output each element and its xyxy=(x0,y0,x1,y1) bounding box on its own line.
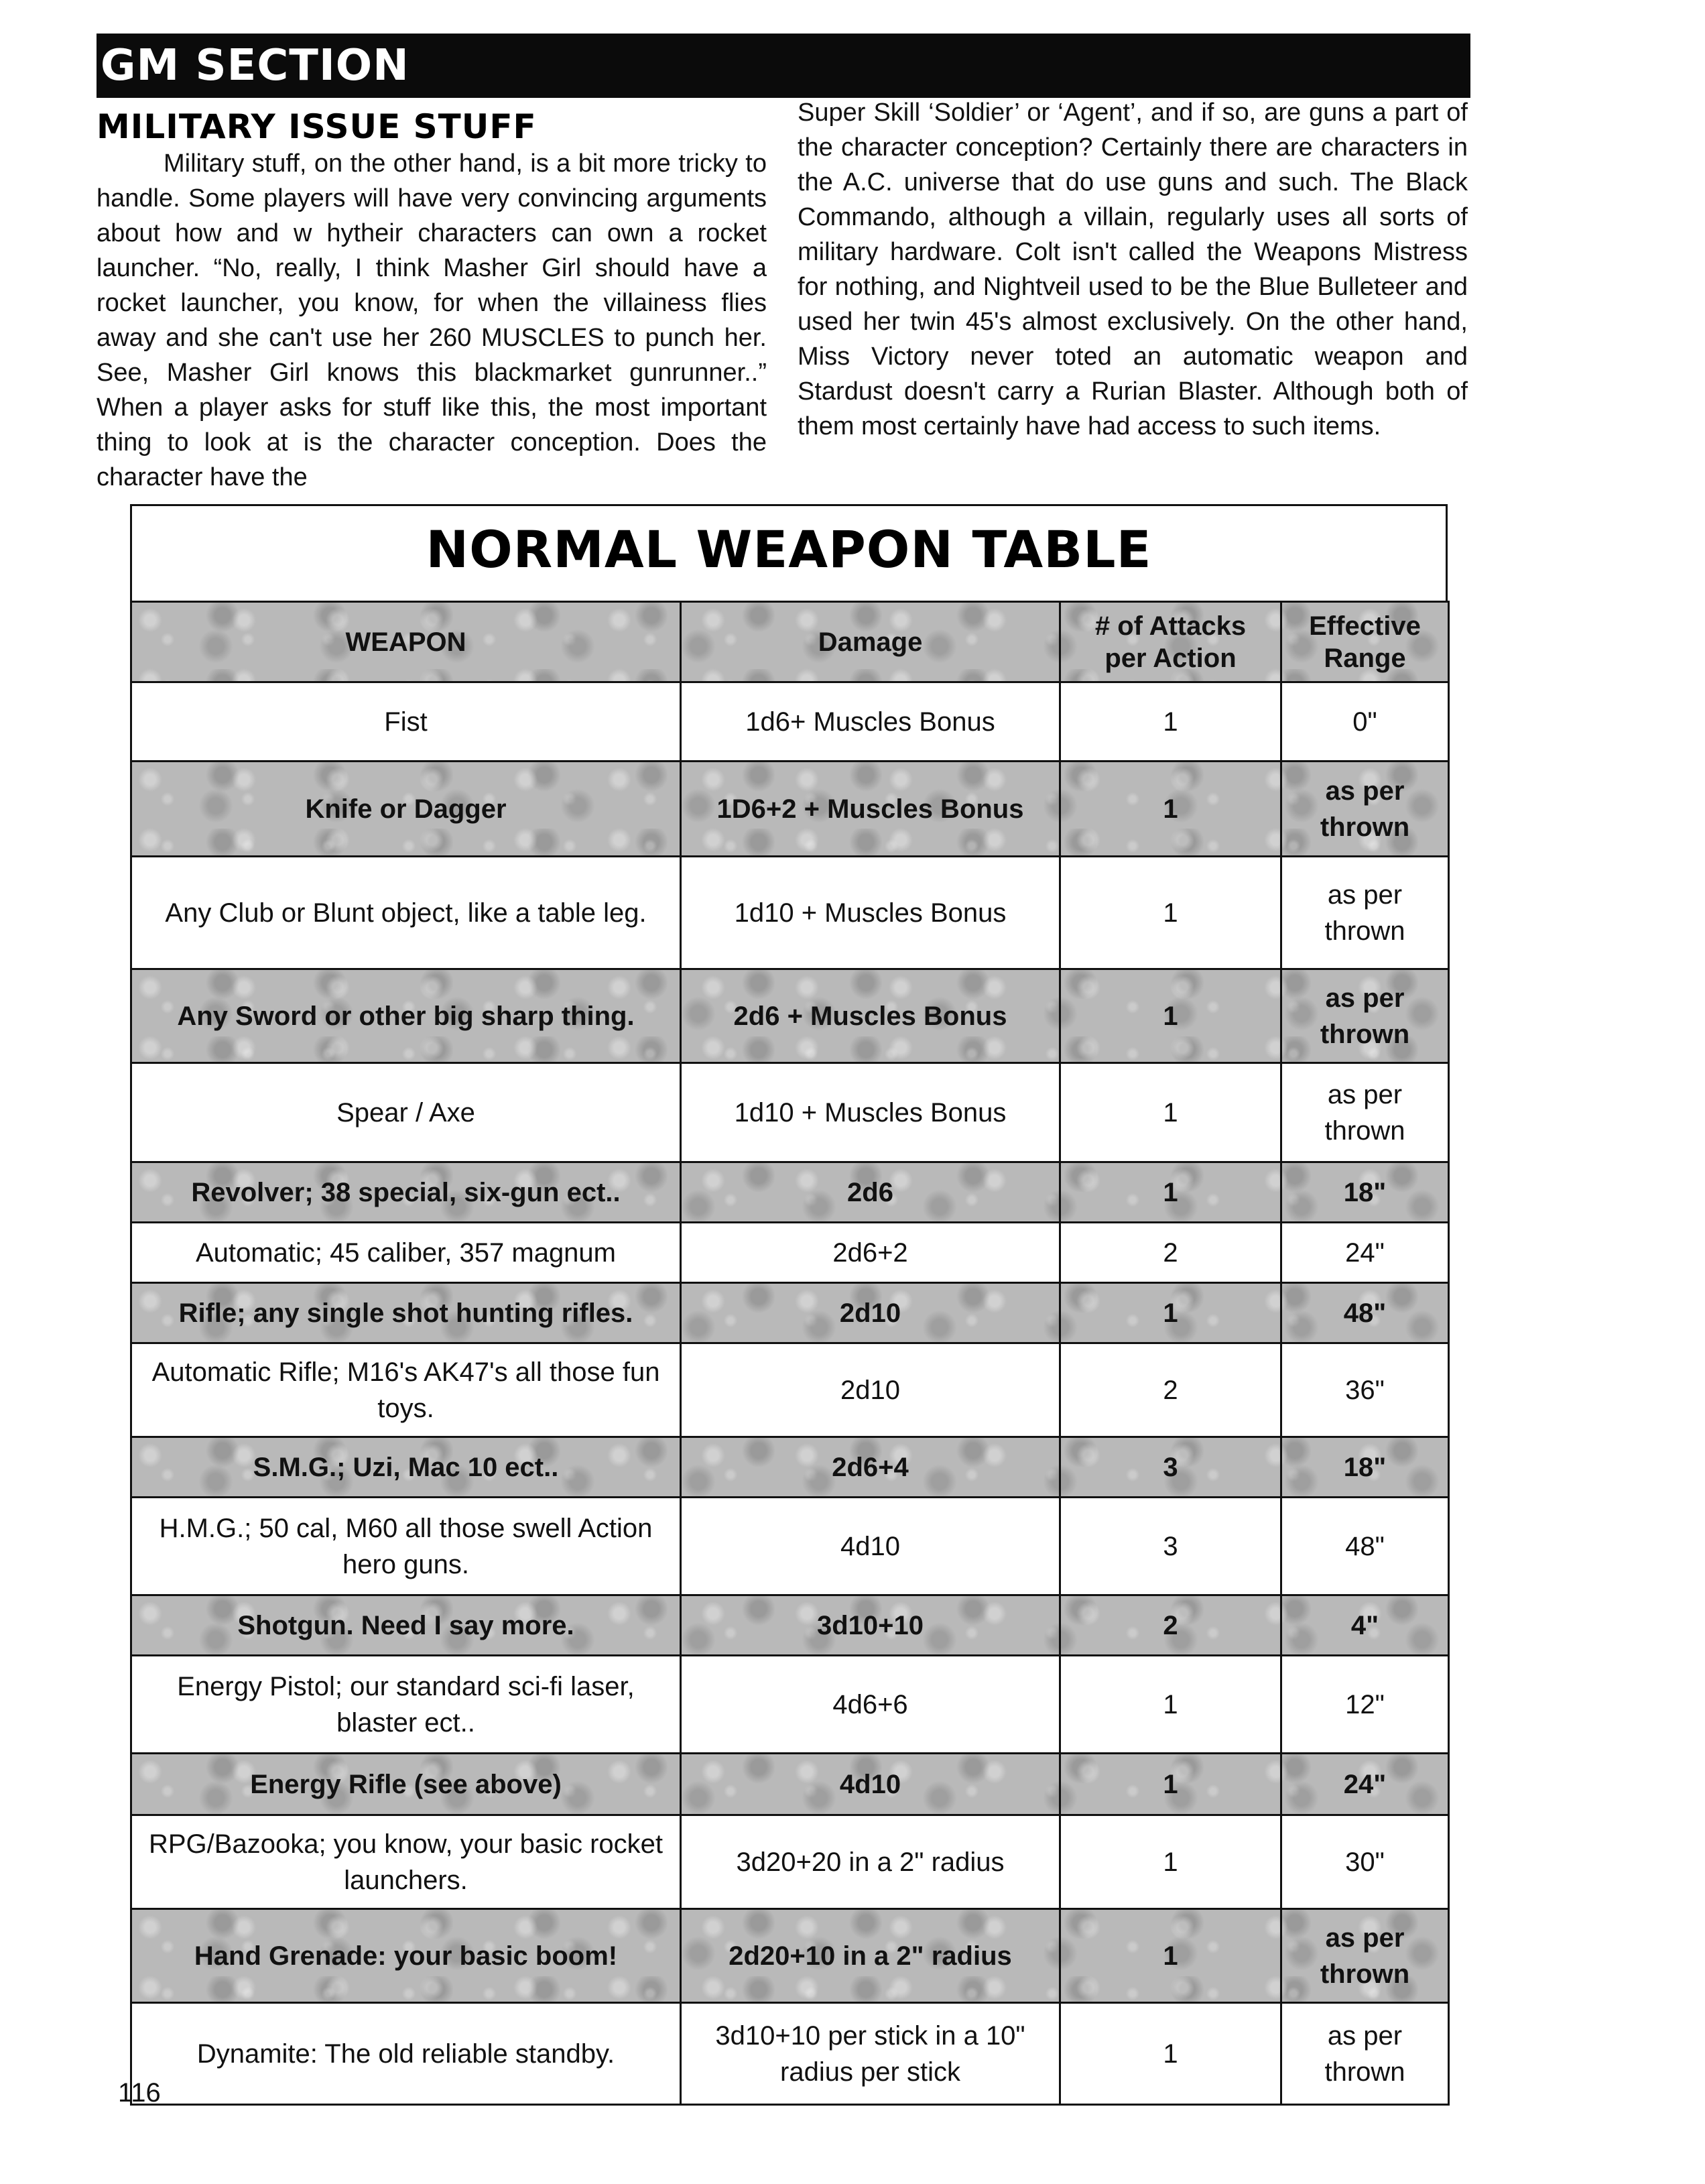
damage-cell: 1d10 + Muscles Bonus xyxy=(681,857,1060,969)
range-cell: as per thrown xyxy=(1281,1063,1449,1162)
damage-cell: 2d20+10 in a 2" radius xyxy=(681,1909,1060,2003)
damage-cell: 1d6+ Muscles Bonus xyxy=(681,682,1060,762)
table-row xyxy=(131,1498,1449,1595)
table-row xyxy=(131,1754,1449,1815)
table-row xyxy=(131,857,1449,969)
table-row xyxy=(131,2003,1449,2105)
weapon-cell: Energy Pistol; our standard sci-fi laser, blaster ect.. xyxy=(131,1656,681,1754)
attacks-cell: 2 xyxy=(1060,1595,1281,1656)
damage-cell: 2d6 + Muscles Bonus xyxy=(681,969,1060,1063)
page-number: 116 xyxy=(118,2078,161,2108)
range-cell: as per thrown xyxy=(1281,969,1449,1063)
range-cell: as per thrown xyxy=(1281,2003,1449,2105)
attacks-cell: 1 xyxy=(1060,1656,1281,1754)
weapon-cell: Rifle; any single shot hunting rifles. xyxy=(131,1283,681,1343)
weapon-cell: Automatic; 45 caliber, 357 magnum xyxy=(131,1223,681,1283)
range-cell: 48" xyxy=(1281,1283,1449,1343)
range-cell: as per thrown xyxy=(1281,857,1449,969)
header-range: Effective Range xyxy=(1281,602,1449,682)
table-row xyxy=(131,1437,1449,1498)
damage-cell: 3d10+10 xyxy=(681,1595,1060,1656)
weapon-table xyxy=(130,601,1450,2106)
weapon-cell: S.M.G.; Uzi, Mac 10 ect.. xyxy=(131,1437,681,1498)
table-title: NORMAL WEAPON TABLE xyxy=(426,520,1152,579)
table-row xyxy=(131,1283,1449,1343)
header-weapon: WEAPON xyxy=(131,602,681,682)
table-header-row xyxy=(131,602,1449,682)
table-row xyxy=(131,682,1449,762)
damage-cell: 2d6 xyxy=(681,1162,1060,1223)
range-cell: 48" xyxy=(1281,1498,1449,1595)
damage-cell: 4d10 xyxy=(681,1754,1060,1815)
attacks-cell: 1 xyxy=(1060,1754,1281,1815)
attacks-cell: 2 xyxy=(1060,1223,1281,1283)
attacks-cell: 1 xyxy=(1060,969,1281,1063)
range-cell: as per thrown xyxy=(1281,1909,1449,2003)
weapon-cell: H.M.G.; 50 cal, M60 all those swell Action hero guns. xyxy=(131,1498,681,1595)
attacks-cell: 1 xyxy=(1060,762,1281,857)
damage-cell: 2d10 xyxy=(681,1343,1060,1437)
range-cell: 36" xyxy=(1281,1343,1449,1437)
weapon-cell: Any Sword or other big sharp thing. xyxy=(131,969,681,1063)
weapon-cell: Knife or Dagger xyxy=(131,762,681,857)
weapon-cell: Hand Grenade: your basic boom! xyxy=(131,1909,681,2003)
range-cell: as per thrown xyxy=(1281,762,1449,857)
damage-cell: 4d6+6 xyxy=(681,1656,1060,1754)
attacks-cell: 1 xyxy=(1060,1815,1281,1909)
section-banner: GM SECTION xyxy=(97,34,1470,98)
table-row xyxy=(131,1162,1449,1223)
range-cell: 30" xyxy=(1281,1815,1449,1909)
attacks-cell: 1 xyxy=(1060,1283,1281,1343)
table-title-box xyxy=(130,504,1448,602)
table-row xyxy=(131,1343,1449,1437)
attacks-cell: 3 xyxy=(1060,1437,1281,1498)
range-cell: 24" xyxy=(1281,1754,1449,1815)
attacks-cell: 1 xyxy=(1060,682,1281,762)
damage-cell: 3d20+20 in a 2" radius xyxy=(681,1815,1060,1909)
paragraph-right: Super Skill ‘Soldier’ or ‘Agent’, and if so, are guns a part of the character conception? Certainly there are characters in the A.C. universe that do use guns and such. The Black Commando, although a villain, regularly uses all sorts of military hardware. Colt isn't called the Weapons Mistress for nothing, and Nightveil used to be the Blue Bulleteer and used her twin 45's almost exclusively. On the other hand, Miss Victory never toted an automatic weapon and Stardust doesn't carry a Rurian Blaster. Although both of them most certainly have had access to such items. xyxy=(798,99,1468,440)
table-row xyxy=(131,1909,1449,2003)
weapon-cell: Dynamite: The old reliable standby. xyxy=(131,2003,681,2105)
weapon-cell: Revolver; 38 special, six-gun ect.. xyxy=(131,1162,681,1223)
header-attacks: # of Attacks per Action xyxy=(1060,602,1281,682)
attacks-cell: 1 xyxy=(1060,1162,1281,1223)
table-row xyxy=(131,762,1449,857)
weapon-cell: Fist xyxy=(131,682,681,762)
damage-cell: 2d6+4 xyxy=(681,1437,1060,1498)
weapon-cell: Any Club or Blunt object, like a table leg. xyxy=(131,857,681,969)
range-cell: 18" xyxy=(1281,1437,1449,1498)
table-row xyxy=(131,969,1449,1063)
damage-cell: 4d10 xyxy=(681,1498,1060,1595)
range-cell: 4" xyxy=(1281,1595,1449,1656)
range-cell: 12" xyxy=(1281,1656,1449,1754)
damage-cell: 2d6+2 xyxy=(681,1223,1060,1283)
weapon-cell: Spear / Axe xyxy=(131,1063,681,1162)
attacks-cell: 1 xyxy=(1060,857,1281,969)
damage-cell: 3d10+10 per stick in a 10" radius per stick xyxy=(681,2003,1060,2105)
damage-cell: 1d10 + Muscles Bonus xyxy=(681,1063,1060,1162)
table-row xyxy=(131,1815,1449,1909)
attacks-cell: 1 xyxy=(1060,1909,1281,2003)
range-cell: 18" xyxy=(1281,1162,1449,1223)
weapon-cell: Shotgun. Need I say more. xyxy=(131,1595,681,1656)
attacks-cell: 2 xyxy=(1060,1343,1281,1437)
attacks-cell: 3 xyxy=(1060,1498,1281,1595)
weapon-cell: RPG/Bazooka; you know, your basic rocket launchers. xyxy=(131,1815,681,1909)
damage-cell: 2d10 xyxy=(681,1283,1060,1343)
weapon-cell: Automatic Rifle; M16's AK47's all those fun toys. xyxy=(131,1343,681,1437)
table-row xyxy=(131,1595,1449,1656)
paragraph-left: Military stuff, on the other hand, is a bit more tricky to handle. Some players will have very convincing arguments about how and w hytheir characters can own a rocket launcher. “No, really, I think Masher Girl should have a rocket launcher, you know, for when the villainess flies away and she can't use her 260 MUSCLES to punch her. See, Masher Girl knows this blackmarket gunrunner..” When a player asks for stuff like this, the most important thing to look at is the character conception. Does the character have the xyxy=(97,149,767,491)
range-cell: 24" xyxy=(1281,1223,1449,1283)
range-cell: 0" xyxy=(1281,682,1449,762)
table-row xyxy=(131,1223,1449,1283)
damage-cell: 1D6+2 + Muscles Bonus xyxy=(681,762,1060,857)
attacks-cell: 1 xyxy=(1060,2003,1281,2105)
table-row xyxy=(131,1656,1449,1754)
table-row xyxy=(131,1063,1449,1162)
subheading: MILITARY ISSUE STUFF xyxy=(97,107,537,146)
attacks-cell: 1 xyxy=(1060,1063,1281,1162)
header-damage: Damage xyxy=(681,602,1060,682)
weapon-cell: Energy Rifle (see above) xyxy=(131,1754,681,1815)
